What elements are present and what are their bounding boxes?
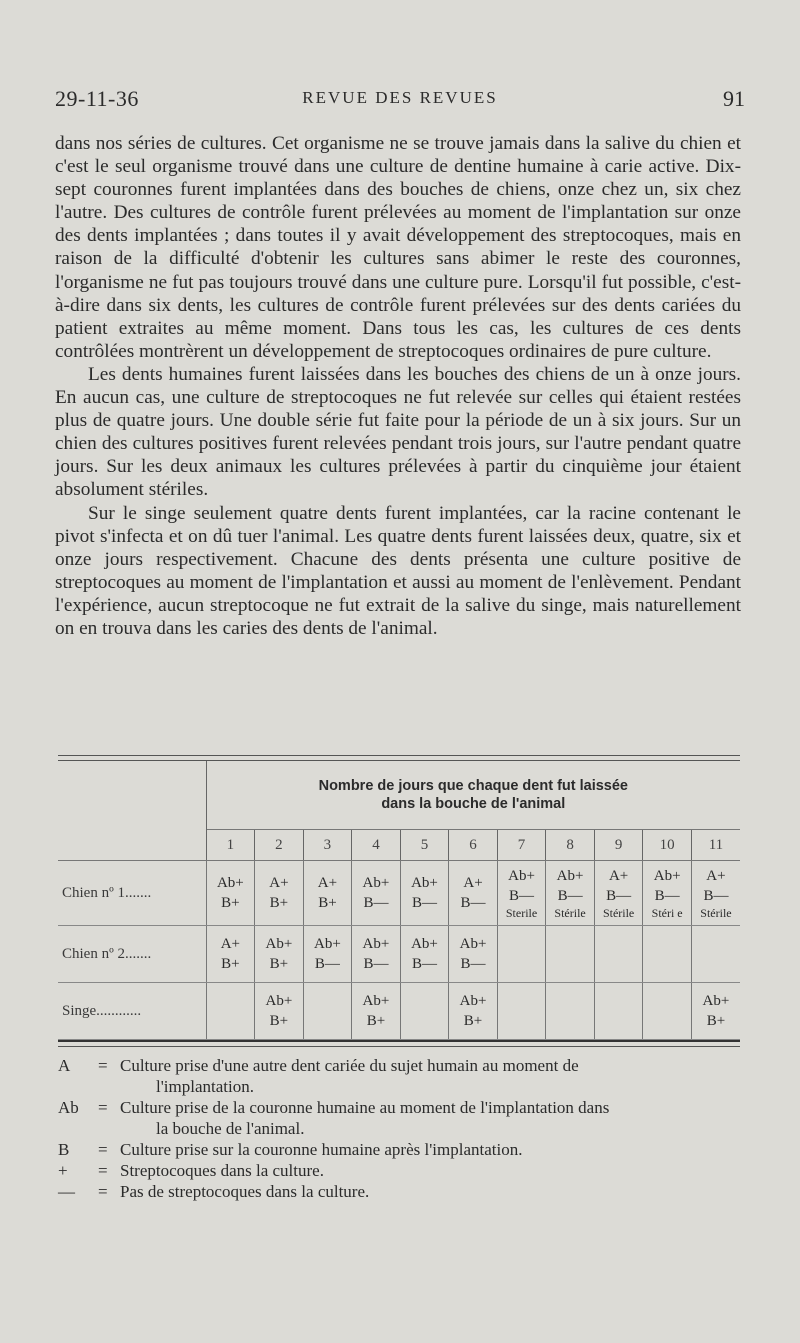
cell-result: Ab+ bbox=[508, 868, 535, 884]
legend-equals: = bbox=[98, 1140, 108, 1159]
cell-result: B+ bbox=[269, 1013, 289, 1029]
legend-text-block bbox=[120, 1139, 748, 1160]
table-cell bbox=[691, 926, 740, 983]
table-cell bbox=[594, 861, 643, 926]
day-number: 4 bbox=[352, 830, 401, 861]
header-line-1: Nombre de jours que chaque dent fut laissée bbox=[318, 778, 628, 794]
legend-item bbox=[58, 1055, 748, 1097]
table-cell bbox=[594, 983, 643, 1040]
cell-result: Ab+ bbox=[556, 868, 584, 884]
cell-result: B+ bbox=[221, 895, 240, 911]
day-number: 7 bbox=[497, 830, 546, 861]
table-cell bbox=[449, 926, 498, 983]
cell-result: B— bbox=[703, 888, 729, 904]
cell-result: B— bbox=[509, 888, 535, 904]
table-cell bbox=[691, 983, 740, 1040]
cell-result: B— bbox=[606, 888, 632, 904]
cell-result: B+ bbox=[463, 1013, 483, 1029]
table-cell bbox=[497, 983, 546, 1040]
table-cell bbox=[303, 861, 352, 926]
legend-text-continued: la bouche de l'animal. bbox=[156, 1119, 305, 1138]
cell-result: Ab+ bbox=[362, 875, 390, 891]
legend-equals: = bbox=[98, 1161, 108, 1180]
day-number: 5 bbox=[400, 830, 449, 861]
legend-item bbox=[58, 1160, 748, 1181]
table-cell bbox=[546, 983, 595, 1040]
table-cell bbox=[206, 861, 255, 926]
table-cell bbox=[643, 861, 692, 926]
row-label: Singe............ bbox=[58, 983, 206, 1040]
paragraph-2: Les dents humaines furent laissées dans les bouches des chiens de un à onze jours. En aucun cas, une culture de streptocoques ne fut relevée sur celles qui étaient restées plus de quatre jours. Une double série fut faite pour la période de un à six jours. Sur un chien des cultures positives furent relevées pendant trois jours, sur l'autre pendant quatre jours. Sur les deux animaux les cultures prélevées à partir du cinquième jour étaient absolument stériles. bbox=[55, 363, 741, 501]
cell-note: Stérile bbox=[554, 906, 586, 920]
table-row bbox=[58, 926, 740, 983]
legend-item bbox=[58, 1139, 748, 1160]
legend-text-block bbox=[120, 1181, 748, 1202]
table-cell bbox=[255, 861, 304, 926]
cell-result: Ab+ bbox=[362, 936, 390, 952]
day-number: 2 bbox=[255, 830, 304, 861]
table-row bbox=[58, 983, 740, 1040]
table-cell bbox=[497, 861, 546, 926]
cell-note: Stéri e bbox=[651, 906, 683, 920]
cell-result: B+ bbox=[269, 956, 289, 972]
cell-result: B+ bbox=[221, 956, 240, 972]
running-head-title: REVUE DES REVUES bbox=[302, 88, 498, 107]
cell-result: B— bbox=[411, 956, 437, 972]
cell-result: Ab+ bbox=[216, 875, 244, 891]
table-cell bbox=[643, 926, 692, 983]
legend-text: Streptocoques dans la culture. bbox=[120, 1161, 324, 1180]
page-number: 91 bbox=[723, 86, 745, 111]
cell-result: Ab+ bbox=[411, 875, 438, 891]
cell-result: B— bbox=[654, 888, 680, 904]
cell-result: B+ bbox=[269, 895, 289, 911]
legend-text-block bbox=[120, 1160, 748, 1181]
cell-result: A+ bbox=[317, 875, 338, 891]
day-number-stub bbox=[58, 830, 206, 861]
legend-symbol: A bbox=[58, 1056, 71, 1075]
cell-result: B— bbox=[411, 895, 437, 911]
cell-result: B— bbox=[460, 956, 486, 972]
legend-text: Pas de streptocoques dans la culture. bbox=[120, 1182, 370, 1201]
legend-symbol: — bbox=[58, 1182, 75, 1201]
cell-result: Ab+ bbox=[459, 993, 487, 1009]
cell-result: B— bbox=[460, 895, 486, 911]
table-cell bbox=[546, 861, 595, 926]
cell-note: Sterile bbox=[505, 906, 538, 920]
day-number: 10 bbox=[643, 830, 692, 861]
table-cell bbox=[594, 926, 643, 983]
table-cell bbox=[400, 926, 449, 983]
cell-result: B+ bbox=[318, 895, 337, 911]
running-head bbox=[55, 86, 745, 116]
table-cell bbox=[643, 983, 692, 1040]
legend-equals: = bbox=[98, 1098, 108, 1117]
cell-note: Stérile bbox=[700, 906, 732, 920]
cell-result: Ab+ bbox=[411, 936, 438, 952]
row-label: Chien nº 2....... bbox=[58, 926, 206, 983]
legend-symbol: Ab bbox=[58, 1098, 79, 1117]
paragraph-3: Sur le singe seulement quatre dents furent implantées, car la racine contenant le pivot s'infecta et on dû tuer l'animal. Les quatre dents furent laissées deux, quatre, six et onze jours respectivement. Chacune des dents présenta une culture positive de streptocoques au moment de l'implantation et aussi au moment de l'enlèvement. Pendant l'expérience, aucun streptocoque ne fut extrait de la salive du singe, mais naturellement on en trouva dans les caries des dents de l'animal. bbox=[55, 502, 741, 639]
legend-text-block bbox=[120, 1055, 748, 1097]
cell-result: Ab+ bbox=[459, 936, 487, 952]
legend-text-continued: l'implantation. bbox=[156, 1077, 254, 1096]
table-cell bbox=[206, 983, 255, 1040]
body-text bbox=[55, 132, 741, 640]
table-cell bbox=[206, 926, 255, 983]
day-number: 1 bbox=[206, 830, 255, 861]
table-cell bbox=[497, 926, 546, 983]
cell-note: Stérile bbox=[602, 906, 635, 920]
day-number: 9 bbox=[594, 830, 643, 861]
table-cell bbox=[255, 983, 304, 1040]
cell-result: B+ bbox=[706, 1013, 726, 1029]
table-cell bbox=[303, 926, 352, 983]
table-cell bbox=[352, 861, 401, 926]
cell-result: Ab+ bbox=[265, 936, 293, 952]
header-stub bbox=[58, 761, 206, 830]
row-label: Chien nº 1....... bbox=[58, 861, 206, 926]
legend-text: Culture prise d'une autre dent cariée du sujet humain au moment de bbox=[120, 1056, 579, 1075]
cell-result: B— bbox=[363, 895, 389, 911]
cell-result: A+ bbox=[463, 875, 483, 891]
cell-result: Ab+ bbox=[702, 993, 730, 1009]
cell-result: A+ bbox=[220, 936, 240, 952]
table-cell bbox=[352, 926, 401, 983]
table-cell bbox=[691, 861, 740, 926]
legend-symbol: + bbox=[58, 1161, 68, 1180]
table-bottom-rule bbox=[58, 1040, 740, 1047]
cell-result: Ab+ bbox=[265, 993, 293, 1009]
table-cell bbox=[449, 861, 498, 926]
running-head-date: 29-11-36 bbox=[55, 86, 139, 111]
cell-result: B— bbox=[557, 888, 583, 904]
legend-text: Culture prise de la couronne humaine au moment de l'implantation dans bbox=[120, 1098, 610, 1117]
table-cell bbox=[449, 983, 498, 1040]
table-cell bbox=[303, 983, 352, 1040]
day-number-row bbox=[58, 830, 740, 861]
legend-text-block bbox=[120, 1097, 748, 1139]
cell-result: B— bbox=[363, 956, 389, 972]
legend-item bbox=[58, 1097, 748, 1139]
cell-result: Ab+ bbox=[653, 868, 681, 884]
cell-result: Ab+ bbox=[314, 936, 341, 952]
table-header-row bbox=[58, 761, 740, 830]
cell-result: A+ bbox=[608, 868, 629, 884]
results-grid bbox=[58, 761, 740, 1040]
cell-result: B— bbox=[314, 956, 340, 972]
day-number: 6 bbox=[449, 830, 498, 861]
legend-equals: = bbox=[98, 1182, 108, 1201]
legend bbox=[58, 1055, 748, 1202]
cell-result: A+ bbox=[269, 875, 289, 891]
header-line-2: dans la bouche de l'animal bbox=[381, 796, 566, 812]
table-cell bbox=[255, 926, 304, 983]
day-number: 11 bbox=[691, 830, 740, 861]
table-cell bbox=[352, 983, 401, 1040]
table-cell bbox=[400, 861, 449, 926]
table-cell bbox=[400, 983, 449, 1040]
table-column-header bbox=[206, 761, 740, 830]
legend-symbol: B bbox=[58, 1140, 70, 1159]
cell-result: B+ bbox=[366, 1013, 386, 1029]
day-number: 3 bbox=[303, 830, 352, 861]
results-table bbox=[58, 755, 740, 1047]
cell-result: A+ bbox=[706, 868, 726, 884]
day-number: 8 bbox=[546, 830, 595, 861]
table-cell bbox=[546, 926, 595, 983]
legend-text: Culture prise sur la couronne humaine après l'implantation. bbox=[120, 1140, 523, 1159]
legend-item bbox=[58, 1181, 748, 1202]
legend-equals: = bbox=[98, 1056, 108, 1075]
table-row bbox=[58, 861, 740, 926]
paragraph-1: dans nos séries de cultures. Cet organisme ne se trouve jamais dans la salive du chien et c'est le seul organisme trouvé dans une culture de dentine humaine à carie active. Dix-sept couronnes furent implantées dans des bouches de chiens, onze chez un, six chez l'autre. Des cultures de contrôle furent prélevées au moment de l'implantation sur onze des dents implantées ; dans toutes il y avait développement des streptocoques, mais en raison de la difficulté d'obtenir les cultures sans abimer le reste des couronnes, l'organisme ne fut pas toujours trouvé dans une culture pure. Lorsqu'il fut possible, c'est-à-dire dans six dents, les cultures de contrôle furent prélevées sur des dents cariées du patient extraites au même moment. Dans tous les cas, les cultures de ces dents contrôlées montrèrent un développement de streptocoques ordinaires de pure culture. bbox=[55, 133, 741, 362]
cell-result: Ab+ bbox=[362, 993, 390, 1009]
